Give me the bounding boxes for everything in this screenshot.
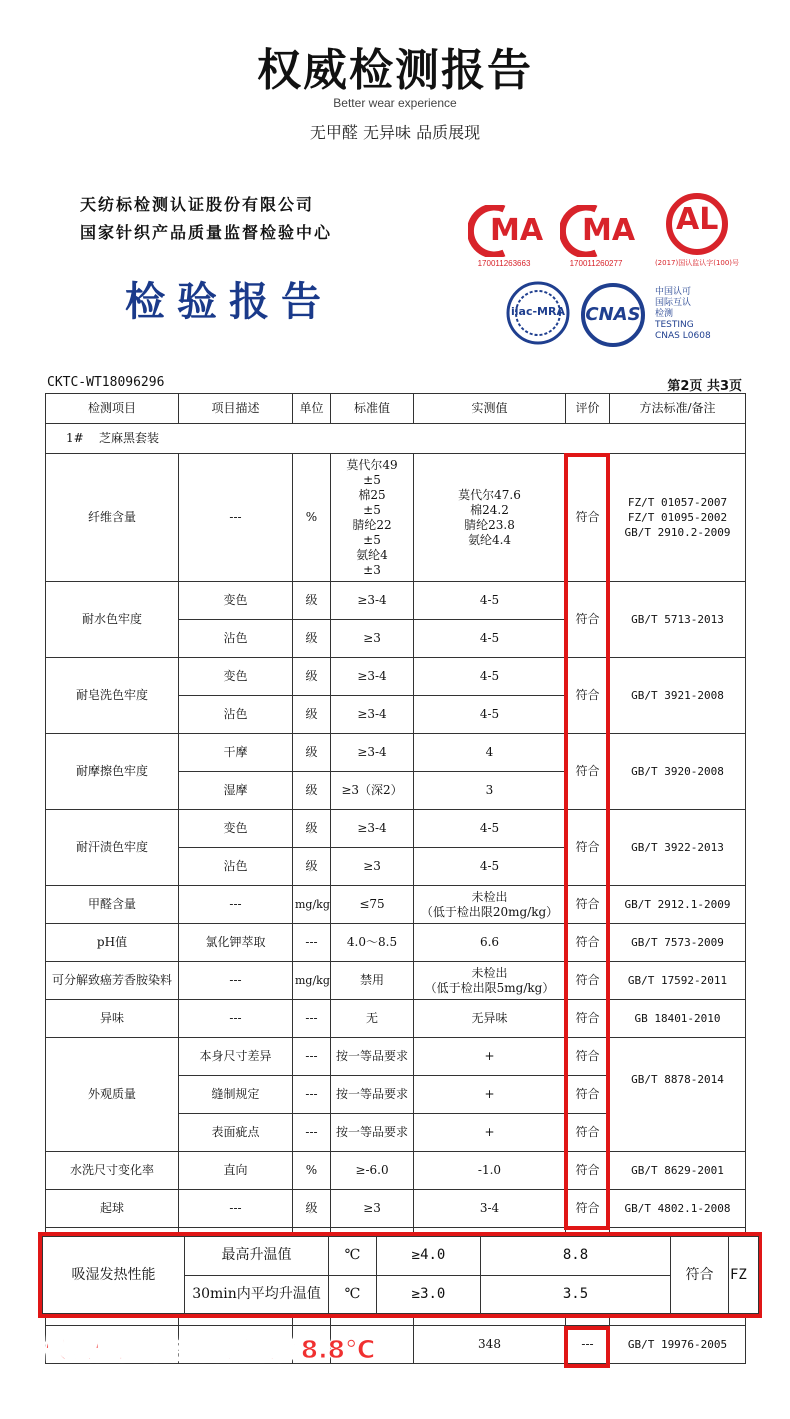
table-row: 甲醛含量 --- mg/kg ≤75 未检出 （低于检出限20mg/kg） 符合 GB/T 2912.1-2009: [46, 886, 746, 924]
table-row: 耐水色牢度 变色 级 ≥3-4 4-5 符合 GB/T 5713-2013: [46, 582, 746, 620]
header-cell: 标准值: [331, 394, 414, 424]
eval-column-highlight-bottom: [564, 1326, 610, 1368]
report-title: 检验报告: [125, 278, 333, 325]
table-row: 348 --- GB/T 19976-2005: [46, 1326, 746, 1364]
heating-overlay-table: 吸湿发热性能 最高升温值 ℃ ≥4.0 8.8 符合 FZ 30min内平均升温值 ℃ ≥3.0 3.5: [42, 1236, 759, 1314]
table-row: 水洗尺寸变化率 直向 % ≥-6.0 -1.0 符合 GB/T 8629-2001: [46, 1152, 746, 1190]
sample-row: [46, 424, 746, 454]
table-row: pH值 氯化钾萃取 --- 4.0～8.5 6.6 符合 GB/T 7573-2009: [46, 924, 746, 962]
report-table: [45, 393, 746, 1364]
cma-logo-2: MA 170011260277: [560, 205, 632, 275]
table-row: 耐皂洗色牢度 变色 级 ≥3-4 4-5 符合 GB/T 3921-2008: [46, 658, 746, 696]
subtitle-cn: 无甲醛 无异味 品质展现: [309, 123, 481, 142]
cma-logo-1: MA 170011263663: [468, 205, 540, 275]
table-header-row: [46, 394, 746, 424]
org-line-2: 国家针织产品质量监督检验中心: [80, 223, 333, 242]
table-row: 异味 --- --- 无 无异味 符合 GB 18401-2010: [46, 1000, 746, 1038]
header-cell: 项目描述: [179, 394, 293, 424]
table-row: 沾色 级 ≥3 4-5: [46, 848, 746, 886]
highlight-caption: 权威检测 发热升温最高8.8℃: [42, 1335, 376, 1364]
cal-logo: AL (2017)国认监认字(100)号: [652, 192, 742, 274]
header-cell: 评价: [566, 394, 610, 424]
ilac-logo: ilac-MRA: [505, 280, 571, 346]
cnas-caption: 中国认可 国际互认 检测 TESTING CNAS L0608: [655, 287, 711, 341]
table-row: 沾色 级 ≥3-4 4-5: [46, 696, 746, 734]
subtitle-en: Better wear experience: [333, 96, 457, 110]
table-row: 缝制规定 --- 按一等品要求 + 符合: [46, 1076, 746, 1114]
table-row: 可分解致癌芳香胺染料 --- mg/kg 禁用 未检出 （低于检出限5mg/kg） 符合 GB/T 17592-2011: [46, 962, 746, 1000]
table-row: 耐摩擦色牢度 干摩 级 ≥3-4 4 符合 GB/T 3920-2008: [46, 734, 746, 772]
page-number: 第2页 共3页: [667, 379, 742, 394]
table-row: 表面疵点 --- 按一等品要求 + 符合: [46, 1114, 746, 1152]
table-row: 外观质量 本身尺寸差异 --- 按一等品要求 + 符合 GB/T 8878-2014: [46, 1038, 746, 1076]
report-code: CKTC-WT18096296: [47, 375, 165, 390]
page-title: 权威检测报告: [257, 45, 533, 96]
header-cell: 单位: [293, 394, 331, 424]
sample-label: 1# 芝麻黑套装: [46, 424, 746, 454]
table-row: 耐汗渍色牢度 变色 级 ≥3-4 4-5 符合 GB/T 3922-2013: [46, 810, 746, 848]
org-line-1: 天纺标检测认证股份有限公司: [80, 195, 315, 214]
header-cell: 检测项目: [46, 394, 179, 424]
header-cell: 方法标准/备注: [610, 394, 746, 424]
eval-column-highlight: [564, 453, 610, 1230]
cnas-logo: CNAS: [578, 282, 648, 348]
header-cell: 实测值: [414, 394, 566, 424]
heating-overlay-box: [38, 1232, 762, 1318]
table-row: 纤维含量 --- % 莫代尔49 ±5 棉25 ±5 腈纶22 ±5 氨纶4 ±3 莫代尔47.6 棉24.2 腈纶23.8 氨纶4.4 符合 FZ/T 01057-2007 FZ/T 01095-2002 GB/T 2910.2-2009: [46, 454, 746, 582]
table-row: 湿摩 级 ≥3（深2） 3: [46, 772, 746, 810]
table-row: 沾色 级 ≥3 4-5: [46, 620, 746, 658]
overlay-item: 吸湿发热性能: [43, 1237, 185, 1314]
table-row: 起球 --- 级 ≥3 3-4 符合 GB/T 4802.1-2008: [46, 1190, 746, 1228]
